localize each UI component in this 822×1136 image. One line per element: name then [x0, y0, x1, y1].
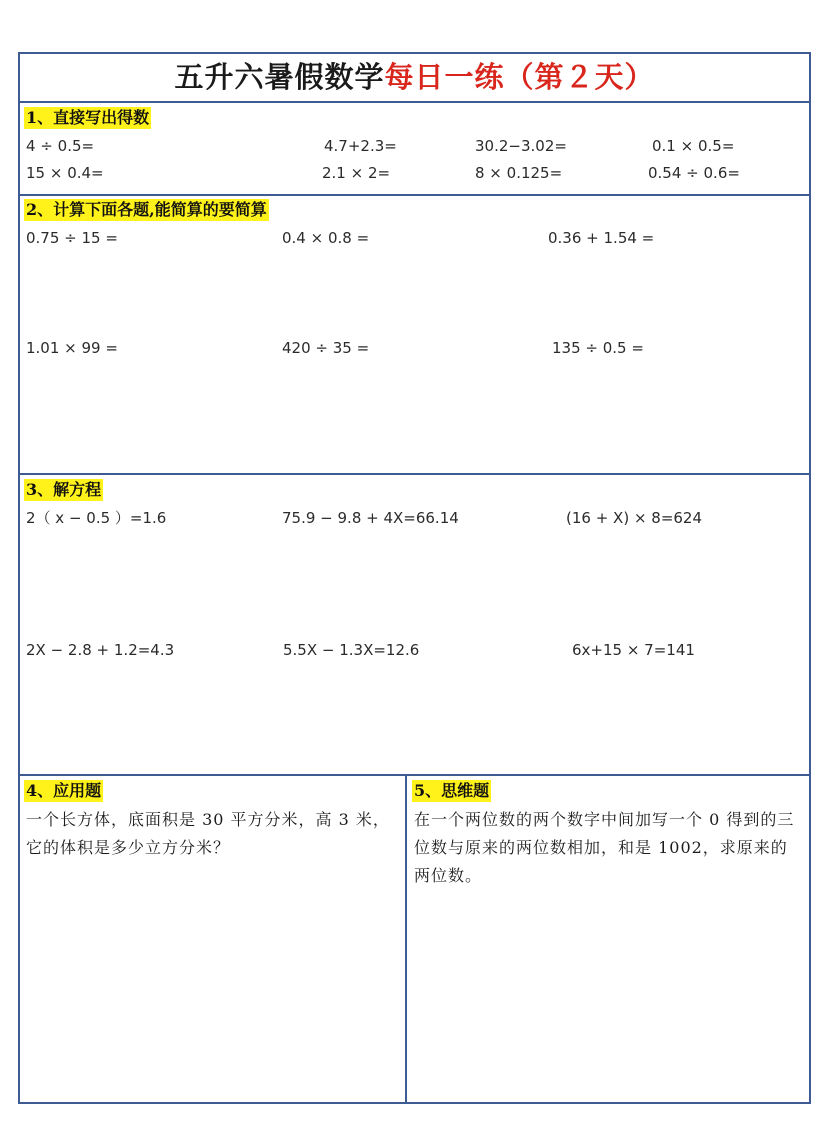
- title-part2: 每日一练（第２天）: [384, 60, 655, 94]
- divider-section3: [18, 774, 811, 776]
- s3-item-5: 5.5X − 1.3X=12.6: [283, 641, 420, 659]
- page-title: [18, 54, 811, 100]
- s2-item-2: 0.4 × 0.8 =: [282, 229, 370, 247]
- s1-item-6: 2.1 × 2=: [322, 164, 391, 182]
- s1-item-1: 4 ÷ 0.5=: [26, 137, 95, 155]
- s3-item-2: 75.9 − 9.8 + 4X=66.14: [282, 509, 459, 527]
- section4-heading: 4、应用题: [26, 781, 102, 800]
- s2-item-3: 0.36 + 1.54 =: [548, 229, 655, 247]
- s2-item-6: 135 ÷ 0.5 =: [552, 339, 644, 357]
- s1-item-2: 4.7+2.3=: [324, 137, 397, 155]
- section4-question: 一个长方体，底面积是 30 平方分米，高 3 米，它的体积是多少立方分米？: [26, 810, 390, 857]
- s2-item-1: 0.75 ÷ 15 =: [26, 229, 118, 247]
- section5-question: 在一个两位数的两个数字中间加写一个 0 得到的三位数与原来的两位数相加，和是 1002，求原来的两位数。: [414, 810, 795, 885]
- s3-item-6: 6x+15 × 7=141: [572, 641, 695, 659]
- section3-heading: 3、解方程: [26, 480, 102, 499]
- divider-title: [18, 101, 811, 103]
- section2-heading: 2、计算下面各题,能简算的要简算: [26, 200, 267, 219]
- s1-item-5: 15 × 0.4=: [26, 164, 104, 182]
- s2-item-5: 420 ÷ 35 =: [282, 339, 370, 357]
- divider-section2: [18, 473, 811, 475]
- title-part1: 五升六暑假数学: [174, 60, 385, 94]
- divider-section4-5: [405, 774, 407, 1104]
- s3-item-1: 2（ x − 0.5 ）=1.6: [26, 509, 167, 527]
- s3-item-3: (16 + X) × 8=624: [566, 509, 703, 527]
- s1-item-7: 8 × 0.125=: [475, 164, 563, 182]
- section5-heading: 5、思维题: [414, 781, 490, 800]
- section1-heading: 1、直接写出得数: [26, 108, 150, 127]
- s1-item-3: 30.2−3.02=: [475, 137, 567, 155]
- s1-item-8: 0.54 ÷ 0.6=: [648, 164, 740, 182]
- s2-item-4: 1.01 × 99 =: [26, 339, 118, 357]
- s1-item-4: 0.1 × 0.5=: [652, 137, 735, 155]
- s3-item-4: 2X − 2.8 + 1.2=4.3: [26, 641, 175, 659]
- divider-section1: [18, 194, 811, 196]
